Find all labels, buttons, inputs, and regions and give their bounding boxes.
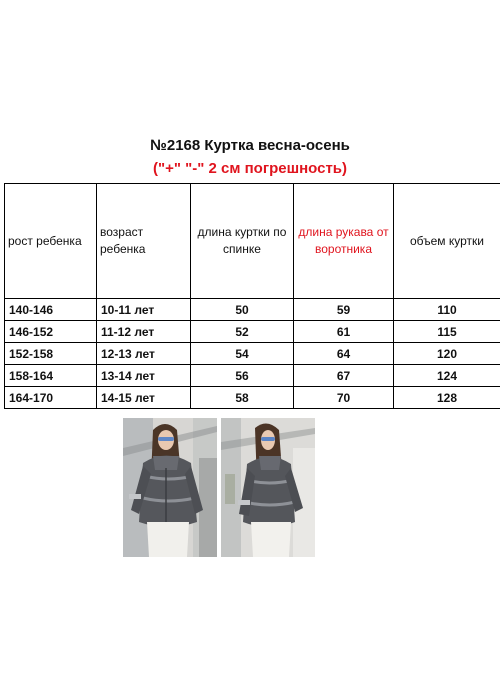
model-photo-side bbox=[221, 418, 315, 557]
cell-sleeve-length: 59 bbox=[294, 299, 394, 321]
cell-sleeve-length: 70 bbox=[294, 387, 394, 409]
cell-volume: 128 bbox=[394, 387, 500, 409]
cell-height: 152-158 bbox=[5, 343, 97, 365]
cell-volume: 124 bbox=[394, 365, 500, 387]
table-header-row bbox=[5, 184, 500, 299]
cell-height: 146-152 bbox=[5, 321, 97, 343]
table-row bbox=[5, 299, 500, 321]
cell-back-length: 52 bbox=[191, 321, 294, 343]
cell-back-length: 50 bbox=[191, 299, 294, 321]
tolerance-note: ("+" "-" 2 см погрешность) bbox=[152, 160, 348, 177]
cell-height: 158-164 bbox=[5, 365, 97, 387]
table-row bbox=[5, 343, 500, 365]
cell-age: 12-13 лет bbox=[97, 343, 191, 365]
table-row bbox=[5, 365, 500, 387]
table-row bbox=[5, 321, 500, 343]
cell-volume: 110 bbox=[394, 299, 500, 321]
header-age: возраст ребенка bbox=[97, 184, 191, 299]
cell-age: 14-15 лет bbox=[97, 387, 191, 409]
header-volume: объем куртки bbox=[394, 184, 500, 299]
cell-volume: 120 bbox=[394, 343, 500, 365]
header-height: рост ребенка bbox=[5, 184, 97, 299]
size-table bbox=[4, 183, 500, 409]
cell-height: 164-170 bbox=[5, 387, 97, 409]
cell-age: 10-11 лет bbox=[97, 299, 191, 321]
header-back-length: длина куртки по спинке bbox=[191, 184, 294, 299]
header-sleeve-length: длина рукава от воротника bbox=[294, 184, 394, 299]
cell-back-length: 56 bbox=[191, 365, 294, 387]
table-row bbox=[5, 387, 500, 409]
cell-volume: 115 bbox=[394, 321, 500, 343]
page-title: №2168 Куртка весна-осень bbox=[150, 137, 350, 154]
cell-age: 11-12 лет bbox=[97, 321, 191, 343]
cell-height: 140-146 bbox=[5, 299, 97, 321]
cell-back-length: 54 bbox=[191, 343, 294, 365]
cell-sleeve-length: 61 bbox=[294, 321, 394, 343]
cell-back-length: 58 bbox=[191, 387, 294, 409]
cell-sleeve-length: 64 bbox=[294, 343, 394, 365]
cell-age: 13-14 лет bbox=[97, 365, 191, 387]
cell-sleeve-length: 67 bbox=[294, 365, 394, 387]
model-photo-front bbox=[123, 418, 217, 557]
